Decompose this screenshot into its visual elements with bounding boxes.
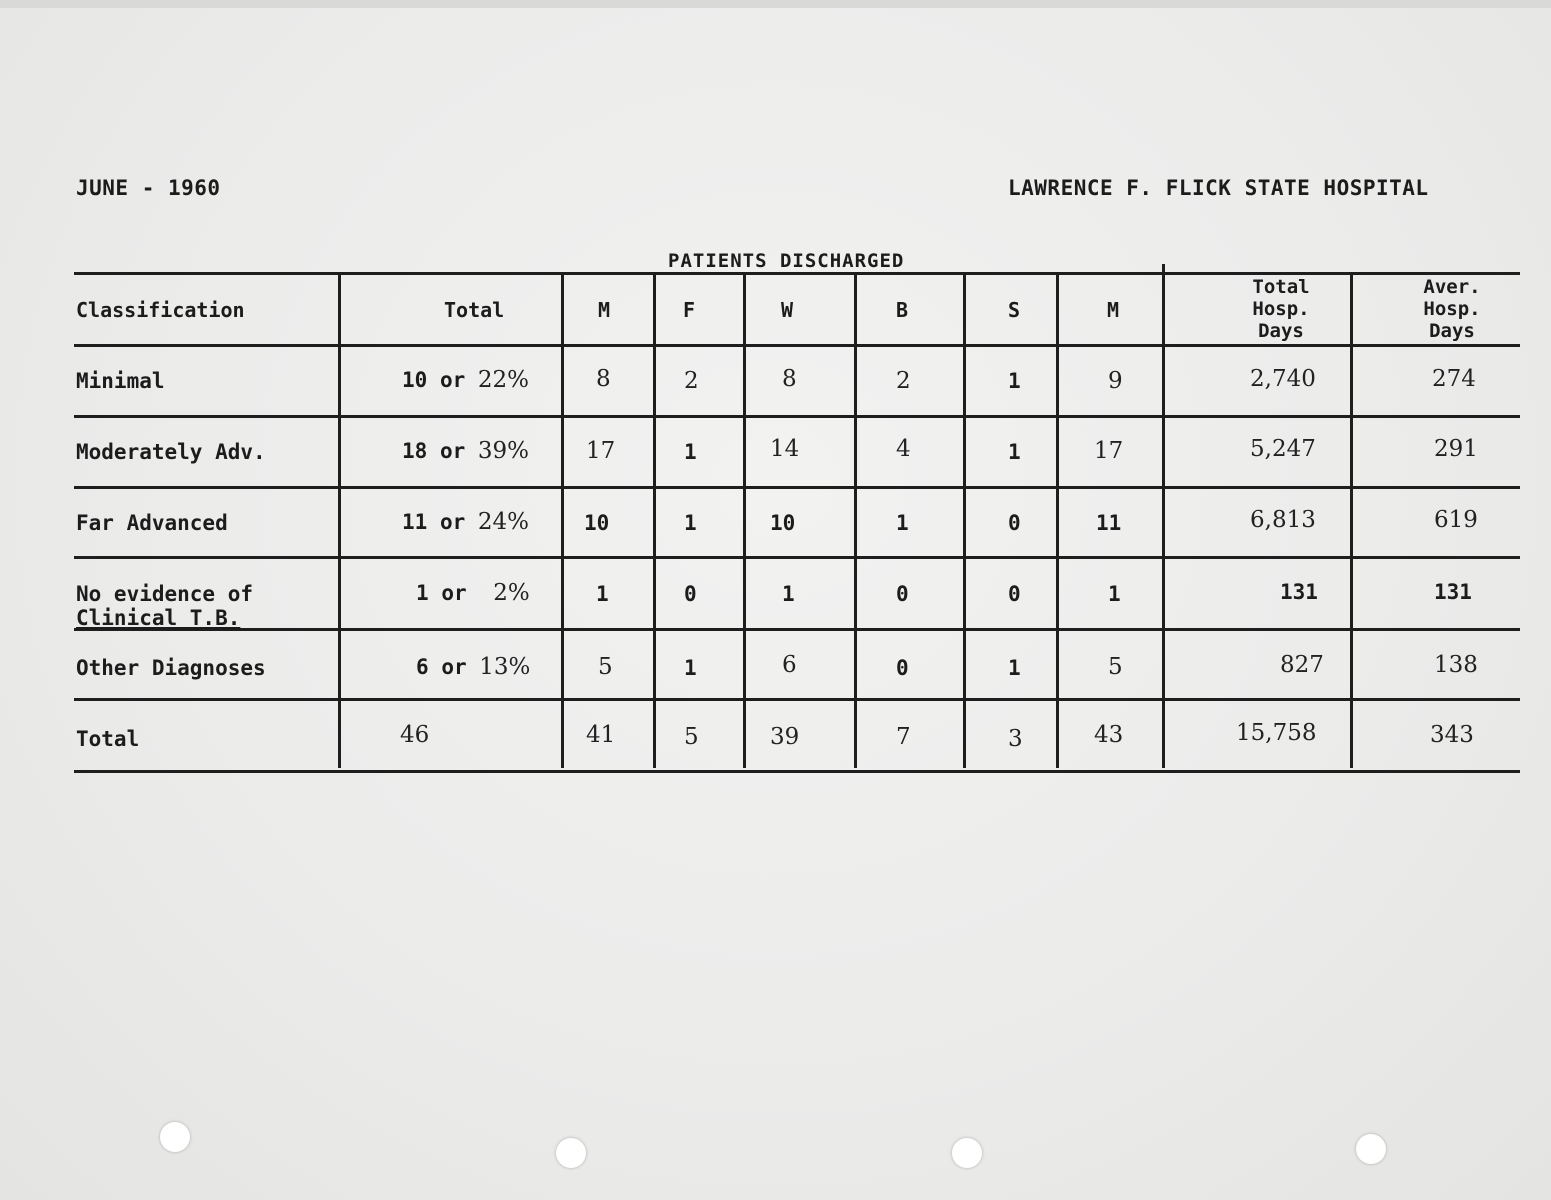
header-line: Hosp. [1423,298,1481,320]
punch-hole [1356,1134,1386,1164]
cell-female: 1 [684,656,697,680]
cell-black: 0 [896,582,909,606]
cell-hosp-days: 131 [1280,580,1318,604]
cell-single: 1 [1008,440,1021,464]
total-or: or [441,655,467,679]
table-rule [74,344,1520,347]
table-rule [74,628,1520,631]
cell-hosp-days: 6,813 [1250,507,1316,533]
header-white: W [781,298,794,322]
table-caption: PATIENTS DISCHARGED [668,250,905,272]
cell-male: 10 [584,511,610,535]
cell-avg-days: 619 [1434,507,1478,533]
totals-male: 41 [586,722,616,748]
totals-avg-days: 343 [1430,722,1474,748]
header-line: Aver. [1423,276,1481,298]
totals-married: 43 [1094,722,1124,748]
total-or: or [441,581,467,605]
cell-female: 1 [684,511,697,535]
punch-hole [952,1138,982,1168]
row-total [402,509,529,535]
total-or: or [439,439,466,463]
cell-hosp-days: 827 [1280,652,1324,678]
cell-avg-days: 291 [1434,436,1478,462]
total-percent: 2% [493,580,530,606]
row-total [402,367,529,393]
cell-avg-days: 138 [1434,652,1478,678]
total-count: 11 [402,510,428,534]
header-total: Total [444,298,505,322]
header-line: Days [1258,320,1304,342]
total-or: or [439,368,466,392]
cell-white: 8 [782,366,797,392]
table-column-rule [1056,272,1059,768]
total-count: 6 [416,655,429,679]
header-classification: Classification [76,298,245,322]
totals-label: Total [76,727,140,751]
header-male: M [598,298,611,322]
cell-black: 1 [896,511,909,535]
cell-white: 14 [770,436,800,462]
cell-black: 4 [896,436,911,462]
cell-white: 6 [782,652,797,678]
cell-white: 10 [770,511,796,535]
table-column-rule [743,272,746,768]
header-single: S [1008,298,1021,322]
total-percent: 22% [477,367,530,393]
hospital-name: LAWRENCE F. FLICK STATE HOSPITAL [1008,176,1429,200]
table-rule [74,556,1520,559]
row-total [416,654,530,680]
row-label [76,582,253,630]
header-line: Hosp. [1252,298,1310,320]
cell-female: 1 [684,440,697,464]
totals-hosp-days: 15,758 [1236,720,1317,746]
cell-single: 1 [1008,369,1021,393]
punch-hole [556,1138,586,1168]
totals-black: 7 [896,724,911,750]
header-line: Days [1429,320,1475,342]
table-rule [74,415,1520,418]
total-percent: 24% [477,509,530,535]
cell-female: 2 [684,368,699,394]
cell-married: 9 [1108,368,1123,394]
table-column-rule [854,272,857,768]
header-female: F [683,298,696,322]
table-column-rule [561,272,564,768]
total-percent: 39% [477,438,530,464]
cell-hosp-days: 2,740 [1250,366,1316,392]
cell-male: 5 [598,654,613,680]
report-date: JUNE - 1960 [76,176,221,200]
table-rule [74,486,1520,489]
row-label: Other Diagnoses [76,656,266,680]
total-count: 10 [402,368,428,392]
totals-female: 5 [684,724,699,750]
cell-married: 1 [1108,582,1121,606]
totals-white: 39 [770,724,800,750]
row-total [402,438,529,464]
header-aver-hosp-days [1402,276,1502,342]
cell-avg-days: 274 [1432,366,1476,392]
cell-single: 0 [1008,511,1021,535]
row-total [416,580,530,606]
row-label: Moderately Adv. [76,440,266,464]
cell-married: 17 [1094,438,1124,464]
totals-single: 3 [1008,726,1023,752]
row-label-line: No evidence of [76,582,254,606]
cell-single: 0 [1008,582,1021,606]
table-rule [74,272,1520,275]
header-black: B [896,298,909,322]
header-line: Total [1252,276,1310,298]
cell-hosp-days: 5,247 [1250,436,1316,462]
row-label: Minimal [76,369,165,393]
cell-married: 11 [1096,511,1122,535]
table-column-rule [1350,272,1353,768]
cell-female: 0 [684,582,697,606]
total-or: or [439,510,466,534]
table-column-rule [338,274,341,768]
total-count: 1 [416,581,429,605]
cell-black: 0 [896,656,909,680]
table-rule [74,698,1520,701]
header-total-hosp-days [1226,276,1336,342]
cell-avg-days: 131 [1434,580,1472,604]
row-label-line: Clinical T.B. [76,606,241,630]
cell-single: 1 [1008,656,1021,680]
punch-hole [160,1122,190,1152]
cell-married: 5 [1108,654,1123,680]
table-column-rule [963,272,966,768]
table-column-rule [653,272,656,768]
total-percent: 13% [479,654,531,680]
totals-total: 46 [400,722,430,748]
header-married: M [1107,298,1120,322]
total-count: 18 [402,439,428,463]
cell-male: 17 [586,438,616,464]
cell-black: 2 [896,368,911,394]
cell-male: 1 [596,582,609,606]
cell-male: 8 [596,366,611,392]
page-top-edge [0,0,1551,8]
table-column-rule [1162,264,1165,768]
row-label: Far Advanced [76,511,228,535]
table-rule [74,770,1520,773]
cell-white: 1 [782,582,795,606]
